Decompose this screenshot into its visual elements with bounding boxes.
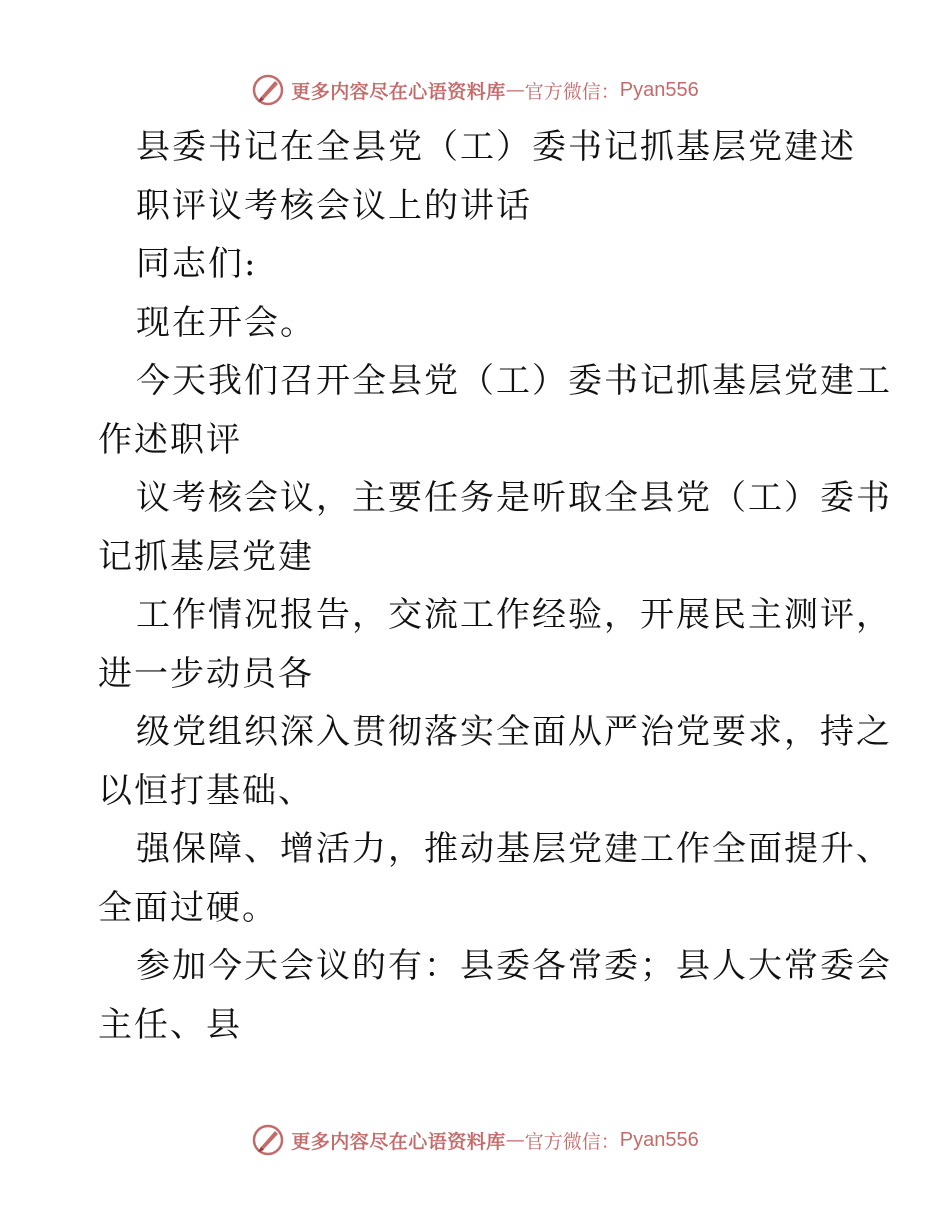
quill-pen-logo-icon	[251, 73, 285, 107]
text-line: 参加今天会议的有：县委各常委；县人大常委会	[136, 946, 892, 986]
text-line: 以恒打基础、	[98, 770, 314, 811]
text-line: 县委书记在全县党（工）委书记抓基层党建述	[136, 127, 856, 167]
text-line: 职评议考核会议上的讲话	[136, 185, 532, 226]
footer-banner	[0, 1120, 950, 1160]
document-body	[98, 118, 892, 1054]
text-line: 议考核会议，主要任务是听取全县党（工）委书	[136, 478, 892, 518]
banner-dash: —	[505, 79, 525, 101]
banner-official-label: 官方微信：	[524, 80, 620, 103]
text-line: 现在开会。	[136, 302, 316, 343]
text-line: 作述职评	[98, 419, 242, 460]
text-line: 主任、县	[98, 1004, 242, 1045]
quill-pen-logo-icon	[251, 1123, 285, 1157]
text-line: 强保障、增活力，推动基层党建工作全面提升、	[136, 829, 892, 869]
text-line: 进一步动员各	[98, 653, 314, 694]
text-line: 今天我们召开全县党（工）委书记抓基层党建工	[136, 361, 892, 401]
banner-wechat-id: Pyan556	[619, 78, 699, 101]
banner-dash: —	[505, 1129, 525, 1151]
banner-wechat-id: Pyan556	[619, 1128, 699, 1151]
text-line: 同志们:	[136, 244, 258, 284]
text-line: 工作情况报告，交流工作经验，开展民主测评，	[136, 595, 892, 635]
banner-slogan: 更多内容尽在心语资料库	[291, 1130, 506, 1153]
text-line: 全面过硬。	[98, 887, 278, 928]
header-banner	[0, 70, 950, 110]
text-line: 记抓基层党建	[98, 536, 314, 577]
banner-official-label: 官方微信：	[524, 1130, 620, 1153]
banner-slogan: 更多内容尽在心语资料库	[291, 80, 506, 103]
text-line: 级党组织深入贯彻落实全面从严治党要求，持之	[136, 712, 892, 752]
